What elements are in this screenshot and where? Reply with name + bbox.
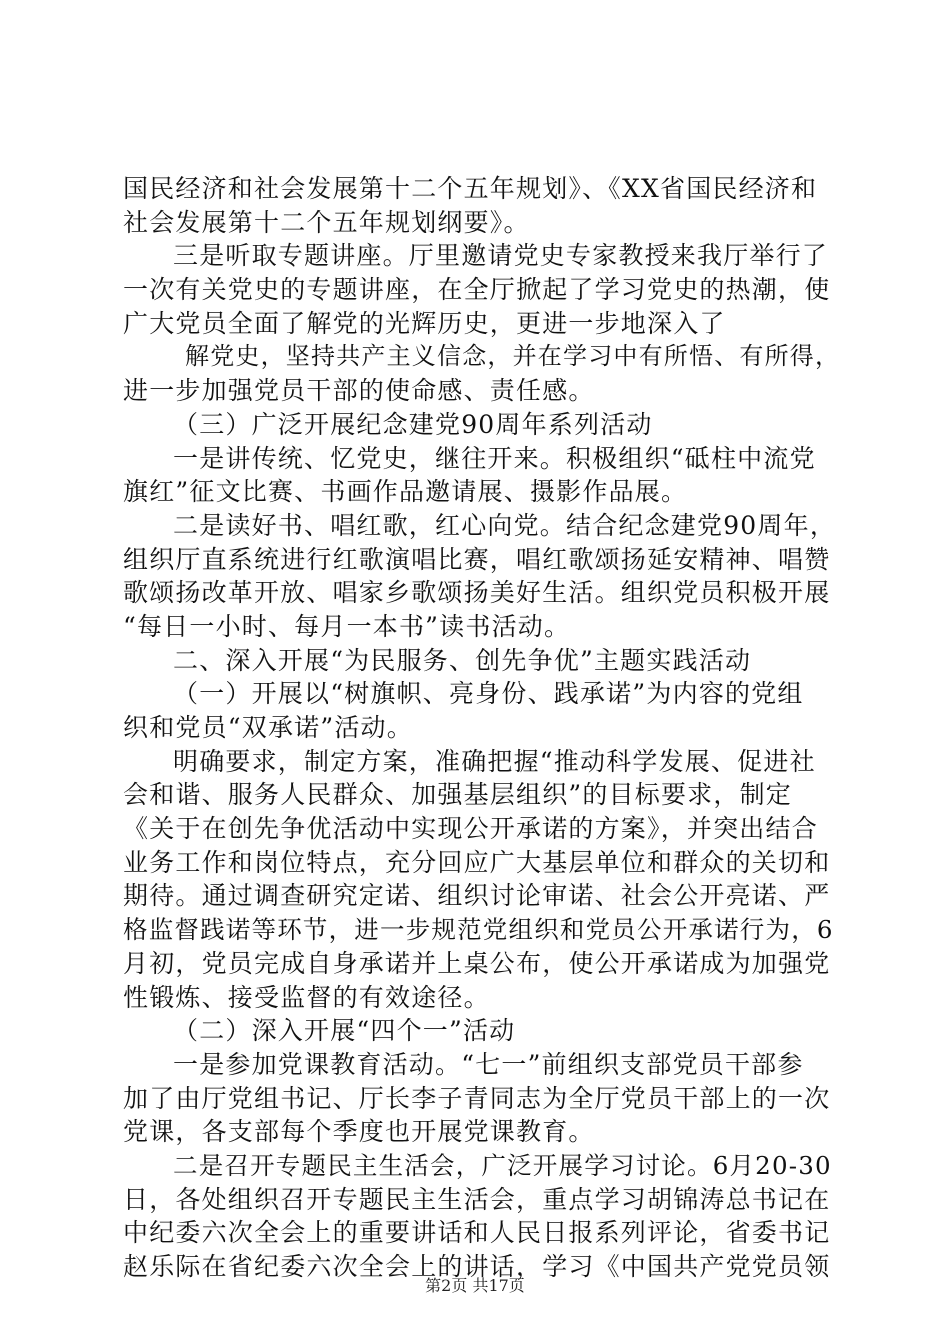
text-line: 二是读好书、唱红歌，红心向党。结合纪念建党90周年，: [173, 510, 837, 540]
text-line: （二）深入开展“四个一”活动: [173, 1016, 516, 1046]
text-line: 三是听取专题讲座。厅里邀请党史专家教授来我厅举行了: [173, 241, 829, 271]
text-line: 进一步加强党员干部的使命感、责任感。: [123, 376, 595, 406]
text-line: 《关于在创先争优活动中实现公开承诺的方案》，并突出结合: [123, 814, 818, 844]
text-line: 明确要求，制定方案，准确把握“推动科学发展、促进社: [173, 746, 816, 776]
text-line: 一次有关党史的专题讲座，在全厅掀起了学习党史的热潮，使: [123, 275, 831, 305]
text-line: “每日一小时、每月一本书”读书活动。: [123, 611, 571, 641]
text-line: （一）开展以“树旗帜、亮身份、践承诺”为内容的党组: [173, 679, 804, 709]
text-line: 一是参加党课教育活动。“七一”前组织支部党员干部参: [173, 1049, 804, 1079]
text-line: 格监督践诺等环节，进一步规范党组织和党员公开承诺行为，6: [123, 915, 834, 945]
text-line: 广大党员全面了解党的光辉历史，更进一步地深入了: [123, 308, 726, 338]
text-line: 会和谐、服务人民群众、加强基层组织”的目标要求，制定: [123, 780, 792, 810]
text-line: 歌颂扬改革开放、唱家乡歌颂扬美好生活。组织党员积极开展: [123, 578, 831, 608]
text-line: 中纪委六次全会上的重要讲话和人民日报系列评论，省委书记: [123, 1218, 831, 1248]
text-line: 日，各处组织召开专题民主生活会，重点学习胡锦涛总书记在: [123, 1184, 831, 1214]
text-line: 国民经济和社会发展第十二个五年规划》、《XX省国民经济和: [123, 174, 818, 203]
text-line: 月初，党员完成自身承诺并上桌公布，使公开承诺成为加强党: [123, 948, 831, 978]
text-line: 加了由厅党组书记、厅长李子青同志为全厅党员干部上的一次: [123, 1083, 831, 1113]
text-line: 赵乐际在省纪委六次全会上的讲话，学习《中国共产党党员领: [123, 1252, 831, 1281]
text-line: （三）广泛开展纪念建党90周年系列活动: [173, 409, 653, 439]
text-line: 织和党员“双承诺”活动。: [123, 713, 413, 742]
page-footer: 第2页 共17页: [425, 1276, 525, 1295]
text-line: 解党史，坚持共产主义信念，并在学习中有所悟、有所得，: [185, 342, 841, 371]
document-body: [123, 172, 843, 1284]
text-line: 二、深入开展“为民服务、创先争优”主题实践活动: [173, 645, 752, 675]
text-line: 党课，各支部每个季度也开展党课教育。: [123, 1117, 595, 1147]
text-line: 业务工作和岗位特点，充分回应广大基层单位和群众的关切和: [123, 847, 831, 877]
text-line: 二是召开专题民主生活会，广泛开展学习讨论。6月20-30: [173, 1150, 832, 1180]
text-line: 一是讲传统、忆党史，继往开来。积极组织“砥柱中流党: [173, 443, 816, 473]
text-line: 期待。通过调查研究定诺、组织讨论审诺、社会公开亮诺、严: [123, 881, 831, 911]
text-line: 性锻炼、接受监督的有效途径。: [123, 982, 490, 1012]
text-line: 社会发展第十二个五年规划纲要》。: [123, 207, 530, 237]
text-line: 组织厅直系统进行红歌演唱比赛，唱红歌颂扬延安精神、唱赞: [123, 544, 831, 574]
text-line: 旗红”征文比赛、书画作品邀请展、摄影作品展。: [123, 477, 688, 507]
